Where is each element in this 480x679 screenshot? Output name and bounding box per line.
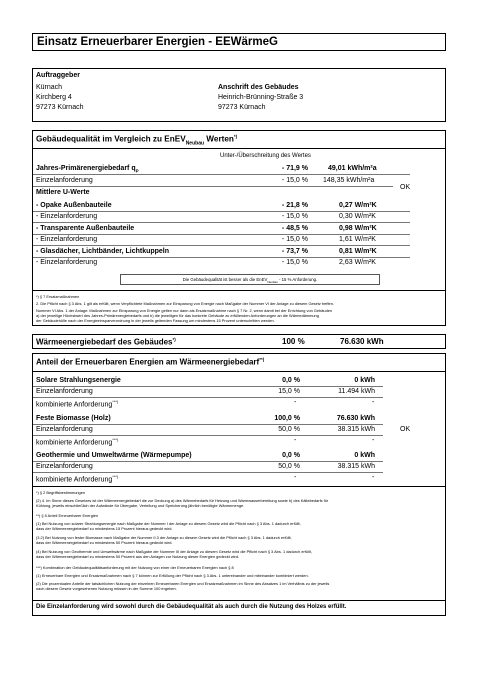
quality-note: Die Gebäudequalität ist besser als die EnEV$_{Neubau}$ - 15 % Anforderung. xyxy=(182,277,318,284)
renewables-footnote: dass der Wärmeenergiebedarf zu mindestens 50 Prozent hieraus gedeckt wird. xyxy=(36,540,173,545)
quality-footnote-rule xyxy=(33,290,445,291)
client-line-2: Kirchberg 4 xyxy=(36,94,72,101)
quality-row-pct: - 15,0 % xyxy=(281,259,308,266)
renewable-req-value: 38.315 kWh xyxy=(337,426,375,433)
quality-ok: OK xyxy=(400,184,411,191)
renewable-req-value: 38.315 kWh xyxy=(337,463,375,470)
renewable-req-value: 11.494 kWh xyxy=(338,388,375,395)
quality-row-val: 0,30 W/m²K xyxy=(339,213,376,220)
quality-footnote: a) der jeweilige Höchstwert des Jahres-Primärenergiebedarfs und b) die jeweiligen für das konkrete Gebäude zu erfüllenden Anforderungen an die Wärmedämmung xyxy=(36,313,319,318)
quality-row-rule xyxy=(33,222,410,223)
quality-row-label: - Transparente Außenbauteile xyxy=(36,225,135,232)
renewable-combined-pct: - xyxy=(294,399,297,406)
renewables-row-rule xyxy=(33,397,383,398)
quality-row-rule xyxy=(33,257,410,258)
quality-row-label: - Einzelanforderung xyxy=(36,236,98,243)
quality-heading-sup: *) xyxy=(233,134,238,139)
address-heading: Anschrift des Gebäudes xyxy=(218,84,299,91)
renewables-row-rule xyxy=(33,472,383,473)
renewables-footnote: ***) Kombination der Gebäudequalitätsanforderung mit der Nutzung von einer der Erneuerbaren Energien nach § 8 xyxy=(36,565,234,570)
quality-heading-main: Gebäudequalität im Vergleich zu EnEV xyxy=(36,134,186,144)
quality-footnote: Nummer VI Abs. 1 der Anlage: Maßnahmen zur Einsparung von Energie gelten nur dann als Ersatzmaßnahme nach § 7 Nr. 2, wenn damit bei der Errichtung von Gebäuden xyxy=(36,308,333,313)
renewables-footnote: (4) Bei Nutzung von Geothermie und Umweltwärme nach Maßgabe der Nummer III der Anlage zu diesem Gesetz wird die Pflicht nach § 3 Abs. 1 dadurch erfüllt, xyxy=(36,549,312,554)
renewable-combined-label: kombinierte Anforderung***) xyxy=(36,437,119,447)
quality-row-label: - Einzelanforderung xyxy=(36,259,98,266)
quality-row-pct: - 15,0 % xyxy=(281,236,308,243)
renewables-heading: Anteil der Erneuerbaren Energien am Wärmeenergiebedarf**) xyxy=(36,357,265,367)
renewable-combined-value: - xyxy=(372,474,375,481)
quality-row-pct: - 21,8 % xyxy=(281,202,308,209)
renewable-source-pct: 0,0 % xyxy=(282,377,300,384)
renewables-row-rule xyxy=(33,435,383,436)
client-line-1: Kürnach xyxy=(36,84,63,91)
renewable-source-pct: 0,0 % xyxy=(282,452,300,459)
quality-row-label: - Einzelanforderung xyxy=(36,213,98,220)
renewables-footnote: (2) Die prozentualen Anteile der tatsächlichen Nutzung der einzelnen Erneuerbaren Energien und Ersatzmaßnahmen im Sinne des Absatzes 1 im Verhältnis zu der jeweils xyxy=(36,581,330,586)
quality-row-pct: - 15,0 % xyxy=(281,177,308,184)
address-line-1: Heinrich-Brünning-Straße 3 xyxy=(218,94,304,101)
client-heading: Auftraggeber xyxy=(36,72,80,79)
quality-row-pct: - 73,7 % xyxy=(281,248,308,255)
quality-row-pct: - 71,9 % xyxy=(281,165,308,172)
renewables-footnote: (3.2) Bei Nutzung von fester Biomasse nach Maßgabe der Nummer II.3 der Anlage zu diesem Gesetz wird die Pflicht nach § 3 Abs. 1 dadurch erfüllt, xyxy=(36,535,292,540)
renewables-footnote: (2) 4. Im Sinne dieses Gesetzes ist der Wärmeenergiebedarf die zur Deckung a) des Wärmebedarfs für Heizung und Warmwasserbereitung sowie b) des Kältebedarfs für xyxy=(36,498,329,503)
quality-row-pct: - 48,5 % xyxy=(281,225,308,232)
heat-demand-pct: 100 % xyxy=(282,337,305,346)
renewables-ok: OK xyxy=(400,426,411,433)
quality-row-val: 1,61 W/m²K xyxy=(339,236,376,243)
quality-row-label: - Opake Außenbauteile xyxy=(36,202,112,209)
renewables-row-rule xyxy=(33,424,383,425)
renewables-footnote: (1) Erneuerbare Energien und Ersatzmaßnahmen nach § 7 können zur Erfüllung der Pflicht nach § 3 Abs. 1 untereinander und miteinander kombiniert werden. xyxy=(36,573,309,578)
renewable-req-label: Einzelanforderung xyxy=(36,463,93,470)
quality-row-val: 148,35 kWh/m²a xyxy=(323,177,375,184)
renewable-source-pct: 100,0 % xyxy=(274,415,300,422)
quality-row-val: 0,27 W/m²K xyxy=(339,202,377,209)
renewable-source-name: Geothermie und Umweltwärme (Wärmepumpe) xyxy=(36,452,192,459)
quality-footnote: der Gebäudehülle nach der Energieeinsparverordnung in der jeweils geltenden Fassung um mindestens 15 Prozent unterschritten werden. xyxy=(36,318,275,323)
quality-row-rule xyxy=(33,174,410,175)
heat-demand-label: Wärmeenergiebedarf des Gebäudes*) xyxy=(36,337,176,347)
quality-row-rule xyxy=(33,245,410,246)
renewable-combined-value: - xyxy=(372,437,375,444)
client-line-3: 97273 Kürnach xyxy=(36,104,84,111)
quality-row-pct: - 15,0 % xyxy=(281,213,308,220)
quality-row-label: - Glasdächer, Lichtbänder, Lichtkuppeln xyxy=(36,248,170,255)
renewable-combined-value: - xyxy=(372,399,375,406)
renewable-req-pct: 50,0 % xyxy=(278,463,300,470)
renewable-source-name: Feste Biomasse (Holz) xyxy=(36,415,111,422)
renewable-combined-pct: - xyxy=(294,474,297,481)
renewables-heading-rule xyxy=(33,371,445,372)
renewable-combined-label: kombinierte Anforderung***) xyxy=(36,399,119,409)
heat-demand-value: 76.630 kWh xyxy=(340,337,384,346)
quality-row-label: Mittlere U-Werte xyxy=(36,189,90,196)
conclusion: Die Einzelanforderung wird sowohl durch die Gebäudequalität als auch durch die Nutzung des Holzes erfüllt. xyxy=(36,604,347,610)
quality-row-val: 2,63 W/m²K xyxy=(339,259,376,266)
renewables-footnote: **) § 5 Anteil Erneuerbarer Energien xyxy=(36,513,99,518)
quality-row-val: 0,81 W/m²K xyxy=(339,248,377,255)
renewables-footnote: *) § 2 Begriffsbestimmungen xyxy=(36,490,86,495)
renewables-footnote-rule xyxy=(33,486,445,487)
renewable-combined-pct: - xyxy=(294,437,297,444)
quality-row-label: Einzelanforderung xyxy=(36,177,93,184)
renewable-source-value: 0 kWh xyxy=(354,377,375,384)
quality-row-rule xyxy=(33,211,410,212)
quality-footnote: *) § 7 Ersatzmaßnahmen xyxy=(36,294,80,299)
renewable-req-label: Einzelanforderung xyxy=(36,388,93,395)
renewables-footnote: Kühlung, jeweils einschließlich der Aufwände für Übergabe, Verteilung und Speicherung jährlich benötigte Wärmemenge. xyxy=(36,503,245,508)
quality-subheading: Unter-/Überschreitung des Wertes xyxy=(220,153,311,159)
quality-heading-rule xyxy=(33,148,445,149)
renewables-footnote: dass der Wärmeenergiebedarf zu mindestens 15 Prozent hieraus gedeckt wird. xyxy=(36,526,173,531)
renewable-req-pct: 50,0 % xyxy=(278,426,300,433)
renewables-row-rule xyxy=(33,461,383,462)
renewable-source-name: Solare Strahlungsenergie xyxy=(36,377,121,384)
address-line-2: 97273 Kürnach xyxy=(218,104,266,111)
quality-heading xyxy=(36,134,237,146)
quality-row-label: Jahres-Primärenergiebedarf $q_P$ xyxy=(36,165,139,174)
quality-footnote: 2. Die Pflicht nach § 3 Abs. 1 gilt als erfüllt, wenn Verpflichtete Maßnahmen zur Einsparung von Energie nach Maßgabe der Nummer VI der Anlage zu diesem Gesetz treffen. xyxy=(36,301,334,306)
quality-row-rule xyxy=(33,234,410,235)
renewables-row-rule xyxy=(33,386,383,387)
renewable-req-pct: 15,0 % xyxy=(278,388,300,395)
quality-row-rule xyxy=(33,186,393,187)
renewable-source-value: 0 kWh xyxy=(354,452,375,459)
renewables-footnote: dass der Wärmeenergiebedarf zu mindestens 50 Prozent aus den Anlagen zur Nutzung dieser Energien gedeckt wird. xyxy=(36,554,240,559)
conclusion-rule xyxy=(33,600,445,601)
quality-heading-tail: Werten xyxy=(204,134,234,144)
renewables-footnote: (1) Bei Nutzung von solarer Strahlungsenergie nach Maßgabe der Nummer I der Anlage zu diesem Gesetz wird die Pflicht nach § 3 Abs. 1 dadurch erfüllt, xyxy=(36,521,301,526)
renewable-req-label: Einzelanforderung xyxy=(36,426,93,433)
renewables-footnote: nach diesem Gesetz vorgesehenen Nutzung müssen in der Summe 100 ergeben. xyxy=(36,586,177,591)
renewable-source-value: 76.630 kWh xyxy=(336,415,375,422)
page-title: Einsatz Erneuerbarer Energien - EEWärmeG xyxy=(37,36,278,48)
quality-row-val: 49,01 kWh/m²a xyxy=(328,165,377,172)
quality-heading-sub: Neubau xyxy=(185,140,205,147)
quality-row-val: 0,98 W/m²K xyxy=(339,225,377,232)
renewable-combined-label: kombinierte Anforderung***) xyxy=(36,474,119,484)
